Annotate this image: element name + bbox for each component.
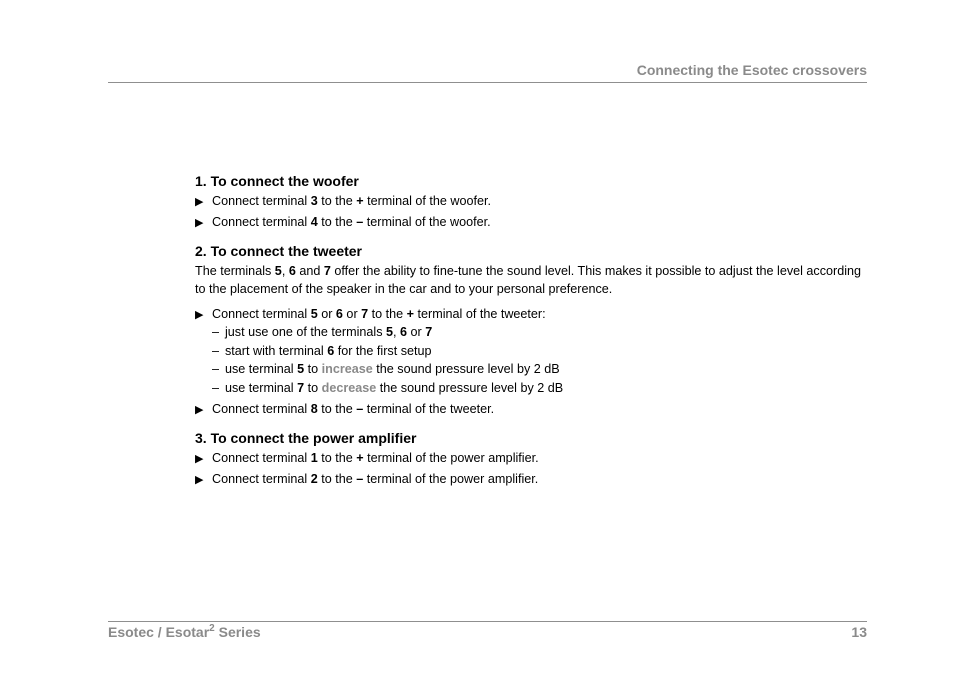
- bullet-arrow-icon: ▶: [195, 196, 204, 208]
- step-item: [195, 214, 865, 231]
- step-text: Connect terminal 2 to the – terminal of the power amplifier.: [212, 472, 539, 486]
- sub-item: – just use one of the terminals 5, 6 or 7: [212, 323, 865, 342]
- bullet-arrow-icon: ▶: [195, 404, 204, 416]
- sub-item: – use terminal 7 to decrease the sound pressure level by 2 dB: [212, 379, 865, 398]
- dash-icon: –: [212, 362, 220, 376]
- step-text: Connect terminal 1 to the + terminal of the power amplifier.: [212, 451, 539, 465]
- bullet-arrow-icon: ▶: [195, 217, 204, 229]
- header-title: Connecting the Esotec crossovers: [636, 62, 867, 78]
- step-item: [195, 401, 865, 418]
- footer-series: Esotec / Esotar$^2$ Series: [108, 623, 261, 640]
- section-woofer: [195, 173, 865, 231]
- tweeter-intro: The terminals 5, 6 and 7 offer the ability to fine-tune the sound level. This makes it possible to adjust the level according to the placement of the speaker in the car and to your personal preference.: [195, 264, 862, 296]
- section-tweeter: [195, 243, 865, 418]
- section-title: 3. To connect the power amplifier: [195, 430, 417, 446]
- sub-item: – use terminal 5 to increase the sound pressure level by 2 dB: [212, 360, 865, 379]
- step-item: [195, 306, 865, 323]
- dash-icon: –: [212, 380, 220, 395]
- dash-icon: –: [212, 343, 220, 358]
- header-rule: [108, 82, 867, 83]
- page-content: [195, 173, 865, 492]
- step-text: Connect terminal 4 to the – terminal of the woofer.: [212, 215, 491, 229]
- step-text: Connect terminal 5 or 6 or 7 to the + terminal of the tweeter:: [212, 307, 546, 321]
- dash-icon: –: [212, 325, 220, 339]
- section-amplifier: [195, 430, 865, 488]
- bullet-arrow-icon: ▶: [195, 309, 204, 321]
- step-item: [195, 471, 865, 488]
- step-item: [195, 450, 865, 467]
- section-title: 1. To connect the woofer: [195, 173, 359, 189]
- bullet-arrow-icon: ▶: [195, 474, 204, 486]
- section-title: 2. To connect the tweeter: [195, 243, 362, 259]
- sub-item: – start with terminal 6 for the first setup: [212, 342, 865, 361]
- page-number: 13: [851, 624, 867, 640]
- footer-rule: [108, 621, 867, 622]
- step-text: Connect terminal 8 to the – terminal of the tweeter.: [212, 402, 495, 416]
- highlight-increase: increase: [321, 362, 373, 376]
- highlight-decrease: decrease: [321, 380, 377, 395]
- bullet-arrow-icon: ▶: [195, 453, 204, 465]
- step-text: Connect terminal 3 to the + terminal of the woofer.: [212, 194, 491, 208]
- step-item: [195, 193, 865, 210]
